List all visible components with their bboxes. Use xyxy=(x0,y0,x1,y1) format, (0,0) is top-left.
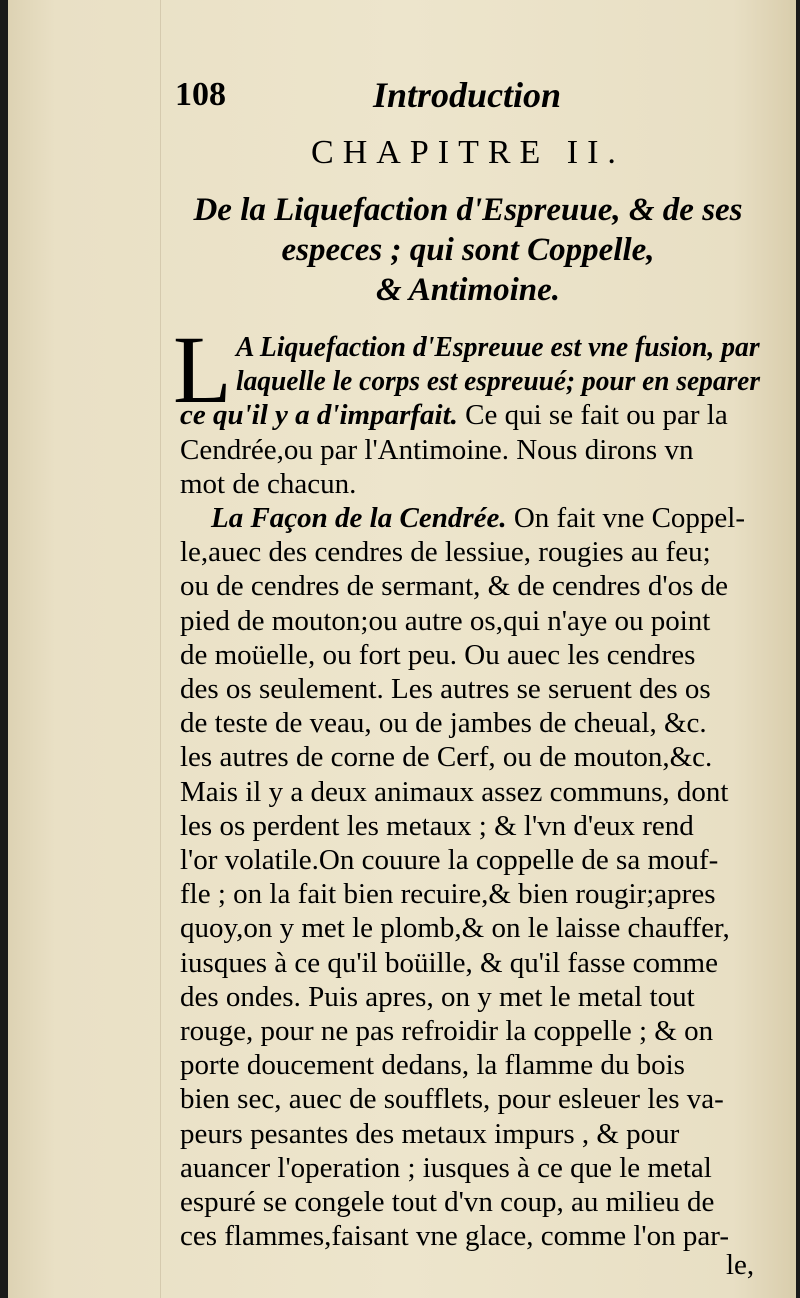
line-text: le,auec des cendres de lessiue, rougies au feu; xyxy=(180,536,711,569)
text-line xyxy=(180,843,760,877)
text-line xyxy=(180,467,760,501)
chapter-heading: CHAPITRE II. xyxy=(311,134,625,171)
text-line xyxy=(180,604,760,638)
line-text: pied de mouton;ou autre os,qui n'aye ou point xyxy=(180,604,711,637)
text-line xyxy=(236,364,760,398)
text-line xyxy=(180,535,760,569)
line-text: quoy,on y met le plomb,& on le laisse chauffer, xyxy=(180,912,730,945)
catchword: le, xyxy=(726,1249,755,1281)
running-title: Introduction xyxy=(373,75,562,115)
line-text: iusques à ce qu'il boüille, & qu'il fasse comme xyxy=(180,946,718,979)
chapter-title-line-3: & Antimoine. xyxy=(376,272,560,308)
line-text: On fait vne Coppel- xyxy=(506,502,745,534)
line-text: fle ; on la fait bien recuire,& bien rougir;apres xyxy=(180,878,716,911)
line-text: ou de cendres de sermant, & de cendres d'os de xyxy=(180,570,728,603)
italic-run: La Façon de la Cendrée. xyxy=(211,502,507,534)
line-text: laquelle le corps est espreuué; pour en separer xyxy=(236,365,760,398)
text-line xyxy=(211,501,760,535)
drop-capital: L xyxy=(173,316,232,423)
text-line xyxy=(180,809,760,843)
text-line xyxy=(236,330,760,364)
text-line xyxy=(180,706,760,740)
line-text: A Liquefaction d'Espreuue est vne fusion, par xyxy=(236,331,760,363)
text-line xyxy=(180,1151,760,1185)
line-text: porte doucement dedans, la flamme du bois xyxy=(180,1049,685,1082)
line-text: rouge, pour ne pas refroidir la coppelle ; & on xyxy=(180,1015,714,1047)
text-line xyxy=(180,433,760,467)
text-line xyxy=(180,1014,760,1048)
text-line xyxy=(180,740,760,774)
line-text: mot de chacun. xyxy=(180,467,357,500)
line-text: espuré se congele tout d'vn coup, au milieu de xyxy=(180,1186,715,1218)
text-line xyxy=(180,1219,760,1253)
chapter-title-line-2: especes ; qui sont Coppelle, xyxy=(281,232,655,268)
line-text: les os perdent les metaux ; & l'vn d'eux rend xyxy=(180,809,694,842)
line-text: Mais il y a deux animaux assez communs, dont xyxy=(180,775,729,808)
italic-run: ce qu'il y a d'imparfait. xyxy=(180,399,458,432)
text-line xyxy=(180,1048,760,1082)
text-line xyxy=(180,672,760,706)
chapter-title xyxy=(173,190,763,310)
text-line xyxy=(180,1117,760,1151)
text-line xyxy=(180,1082,760,1116)
text-line xyxy=(180,877,760,911)
line-text: Cendrée,ou par l'Antimoine. Nous dirons vn xyxy=(180,433,694,466)
text-line xyxy=(180,911,760,945)
text-line xyxy=(180,946,760,980)
book-page xyxy=(8,0,796,1298)
text-line xyxy=(180,980,760,1014)
chapter-title-line-1: De la Liquefaction d'Espreuue, & de ses xyxy=(193,192,743,228)
line-text: des ondes. Puis apres, on y met le metal tout xyxy=(180,980,695,1013)
line-text: ces flammes,faisant vne glace, comme l'on par- xyxy=(180,1220,729,1253)
line-text: peurs pesantes des metaux impurs , & pour xyxy=(180,1117,680,1150)
text-line xyxy=(180,1185,760,1219)
text-line xyxy=(180,638,760,672)
gutter-shadow xyxy=(160,0,161,1298)
line-text: l'or volatile.On couure la coppelle de sa mouf- xyxy=(180,844,719,876)
page-number: 108 xyxy=(175,76,226,113)
line-text: de moüelle, ou fort peu. Ou auec les cendres xyxy=(180,638,696,671)
text-line xyxy=(180,398,760,432)
line-text: Ce qui se fait ou par la xyxy=(457,399,728,432)
line-text: bien sec, auec de soufflets, pour esleuer les va- xyxy=(180,1083,724,1116)
running-head xyxy=(173,74,763,124)
text-line xyxy=(180,775,760,809)
line-text: de teste de veau, ou de jambes de cheual, &c. xyxy=(180,707,707,740)
line-text: des os seulement. Les autres se seruent des os xyxy=(180,673,711,705)
text-line xyxy=(180,569,760,603)
line-text: les autres de corne de Cerf, ou de mouton,&c. xyxy=(180,741,713,774)
line-text: auancer l'operation ; iusques à ce que le metal xyxy=(180,1151,712,1184)
